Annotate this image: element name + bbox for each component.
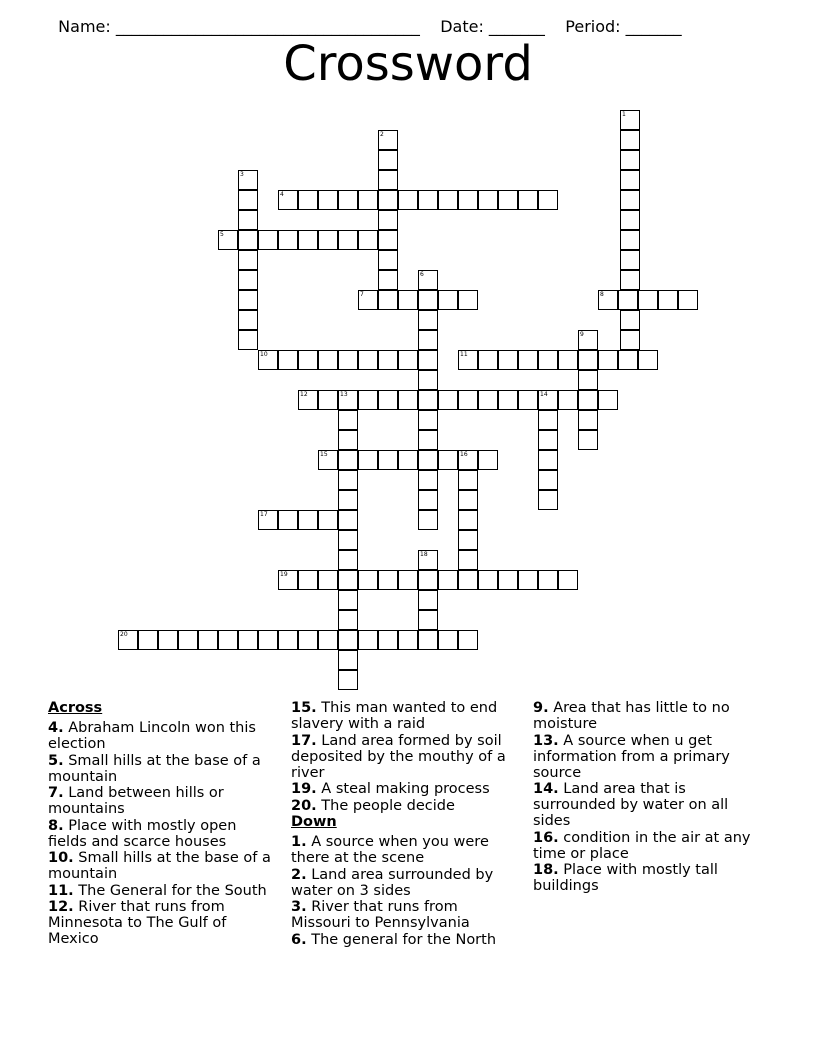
grid-cell[interactable]	[418, 470, 438, 490]
grid-cell[interactable]	[498, 390, 518, 410]
grid-cell-15[interactable]	[318, 450, 338, 470]
grid-cell[interactable]	[378, 350, 398, 370]
page-title: Crossword	[283, 36, 533, 92]
grid-cell[interactable]	[418, 350, 438, 370]
grid-cell[interactable]	[458, 550, 478, 570]
clue-number: 19	[280, 571, 288, 578]
grid-cell[interactable]	[538, 350, 558, 370]
grid-cell[interactable]	[258, 630, 278, 650]
grid-cell[interactable]	[418, 450, 438, 470]
grid-cell[interactable]	[578, 350, 598, 370]
grid-cell[interactable]	[438, 630, 458, 650]
grid-cell[interactable]	[620, 210, 640, 230]
grid-cell[interactable]	[318, 350, 338, 370]
grid-cell[interactable]	[378, 450, 398, 470]
grid-cell[interactable]	[418, 410, 438, 430]
clue-across-17: 17. Land area formed by soil deposited by the mouthy of a river	[291, 732, 506, 781]
grid-cell-14[interactable]	[538, 390, 558, 410]
grid-cell[interactable]	[338, 590, 358, 610]
grid-cell[interactable]	[238, 270, 258, 290]
grid-cell[interactable]	[638, 290, 658, 310]
clue-number: 3	[240, 171, 244, 178]
grid-cell[interactable]	[538, 490, 558, 510]
grid-cell-4[interactable]	[278, 190, 298, 210]
grid-cell[interactable]	[398, 390, 418, 410]
clues-column-1	[48, 700, 278, 948]
grid-cell[interactable]	[358, 350, 378, 370]
clue-across-4: 4. Abraham Lincoln won this election	[48, 720, 256, 752]
grid-cell-8[interactable]	[598, 290, 618, 310]
grid-cell[interactable]	[558, 570, 578, 590]
grid-cell[interactable]	[318, 230, 338, 250]
grid-cell[interactable]	[238, 190, 258, 210]
grid-cell[interactable]	[418, 370, 438, 390]
grid-cell[interactable]	[378, 150, 398, 170]
grid-cell[interactable]	[518, 570, 538, 590]
clue-number: 16	[460, 451, 468, 458]
clue-number: 2	[380, 131, 384, 138]
grid-cell[interactable]	[418, 190, 438, 210]
clue-down-16: 16. condition in the air at any time or place	[533, 829, 751, 862]
clue-number: 14	[540, 391, 548, 398]
grid-cell[interactable]	[338, 550, 358, 570]
grid-cell[interactable]	[458, 630, 478, 650]
clue-across-8: 8. Place with mostly open fields and scarce houses	[48, 817, 237, 850]
grid-cell[interactable]	[338, 650, 358, 670]
clue-number: 18	[420, 551, 428, 558]
grid-cell[interactable]	[218, 630, 238, 650]
grid-cell[interactable]	[578, 370, 598, 390]
grid-cell[interactable]	[318, 570, 338, 590]
grid-cell[interactable]	[338, 610, 358, 630]
clue-down-3: 3. River that runs from Missouri to Pennsylvania	[291, 899, 470, 931]
grid-cell[interactable]	[358, 570, 378, 590]
grid-cell[interactable]	[238, 310, 258, 330]
grid-cell[interactable]	[478, 570, 498, 590]
grid-cell[interactable]	[278, 510, 298, 530]
grid-cell-19[interactable]	[278, 570, 298, 590]
grid-cell[interactable]	[138, 630, 158, 650]
grid-cell[interactable]	[238, 330, 258, 350]
grid-cell[interactable]	[378, 270, 398, 290]
grid-cell[interactable]	[498, 190, 518, 210]
grid-cell-9[interactable]	[578, 330, 598, 350]
grid-cell[interactable]	[338, 350, 358, 370]
clue-number: 17	[260, 511, 268, 518]
grid-cell[interactable]	[398, 190, 418, 210]
grid-cell[interactable]	[438, 450, 458, 470]
grid-cell[interactable]	[658, 290, 678, 310]
grid-cell[interactable]	[620, 170, 640, 190]
grid-cell[interactable]	[318, 510, 338, 530]
grid-cell[interactable]	[538, 450, 558, 470]
clue-number: 11	[460, 351, 468, 358]
clue-number: 10	[260, 351, 268, 358]
grid-cell[interactable]	[538, 430, 558, 450]
clue-down-14: 14. Land area that is surrounded by water on all sides	[533, 781, 729, 829]
grid-cell[interactable]	[398, 290, 418, 310]
grid-cell[interactable]	[458, 190, 478, 210]
grid-cell[interactable]	[338, 530, 358, 550]
clue-number: 12	[300, 391, 308, 398]
grid-cell-3[interactable]	[238, 170, 258, 190]
grid-cell[interactable]	[238, 290, 258, 310]
grid-cell[interactable]	[578, 430, 598, 450]
grid-cell[interactable]	[298, 230, 318, 250]
grid-cell[interactable]	[418, 290, 438, 310]
grid-cell[interactable]	[678, 290, 698, 310]
clue-across-5: 5. Small hills at the base of a mountain	[48, 752, 261, 785]
grid-cell[interactable]	[358, 390, 378, 410]
grid-cell[interactable]	[620, 150, 640, 170]
down-heading: Down	[291, 814, 337, 830]
grid-cell[interactable]	[378, 570, 398, 590]
grid-cell[interactable]	[378, 290, 398, 310]
grid-cell-20[interactable]	[118, 630, 138, 650]
grid-cell[interactable]	[418, 430, 438, 450]
grid-cell[interactable]	[178, 630, 198, 650]
grid-cell[interactable]	[418, 630, 438, 650]
grid-cell[interactable]	[258, 230, 278, 250]
grid-cell[interactable]	[338, 630, 358, 650]
clue-number: 13	[340, 391, 348, 398]
grid-cell[interactable]	[438, 390, 458, 410]
grid-cell[interactable]	[338, 570, 358, 590]
grid-cell-6[interactable]	[418, 270, 438, 290]
grid-cell[interactable]	[578, 390, 598, 410]
grid-cell[interactable]	[298, 630, 318, 650]
grid-cell[interactable]	[198, 630, 218, 650]
grid-cell[interactable]	[378, 210, 398, 230]
grid-cell[interactable]	[518, 390, 538, 410]
grid-cell[interactable]	[338, 190, 358, 210]
grid-cell[interactable]	[338, 410, 358, 430]
grid-cell[interactable]	[478, 350, 498, 370]
grid-cell[interactable]	[418, 610, 438, 630]
grid-cell[interactable]	[298, 190, 318, 210]
grid-cell[interactable]	[338, 490, 358, 510]
clue-number: 15	[320, 451, 328, 458]
grid-cell[interactable]	[318, 630, 338, 650]
grid-cell[interactable]	[318, 190, 338, 210]
grid-cell[interactable]	[338, 430, 358, 450]
grid-cell[interactable]	[418, 590, 438, 610]
grid-cell[interactable]	[620, 190, 640, 210]
grid-cell[interactable]	[378, 230, 398, 250]
clue-number: 20	[120, 631, 128, 638]
grid-cell[interactable]	[238, 250, 258, 270]
grid-cell[interactable]	[418, 510, 438, 530]
grid-cell[interactable]	[378, 170, 398, 190]
grid-cell-16[interactable]	[458, 450, 478, 470]
grid-cell[interactable]	[278, 230, 298, 250]
grid-cell[interactable]	[498, 350, 518, 370]
grid-cell[interactable]	[398, 350, 418, 370]
name-field: Name: ______________________________________	[58, 17, 420, 36]
grid-cell-10[interactable]	[258, 350, 278, 370]
grid-cell[interactable]	[458, 490, 478, 510]
grid-cell[interactable]	[418, 570, 438, 590]
grid-cell[interactable]	[478, 450, 498, 470]
clue-number: 8	[600, 291, 604, 298]
grid-cell[interactable]	[298, 510, 318, 530]
clue-across-15: 15. This man wanted to end slavery with a raid	[291, 700, 498, 732]
across-heading: Across	[48, 700, 103, 716]
grid-cell[interactable]	[238, 210, 258, 230]
clue-across-11: 11. The General for the South	[48, 882, 267, 899]
grid-cell-13[interactable]	[338, 390, 358, 410]
grid-cell[interactable]	[478, 390, 498, 410]
grid-cell[interactable]	[478, 190, 498, 210]
clue-number: 5	[220, 231, 224, 238]
grid-cell[interactable]	[418, 390, 438, 410]
period-field: Period: _______	[565, 17, 682, 36]
clue-down-2: 2. Land area surrounded by water on 3 sides	[291, 866, 494, 899]
clue-number: 4	[280, 191, 284, 198]
grid-cell[interactable]	[458, 510, 478, 530]
clue-down-6: 6. The general for the North	[291, 931, 497, 948]
clue-across-20: 20. The people decide	[291, 797, 455, 814]
grid-cell[interactable]	[398, 450, 418, 470]
grid-cell[interactable]	[638, 350, 658, 370]
grid-cell[interactable]	[620, 270, 640, 290]
grid-cell[interactable]	[620, 310, 640, 330]
grid-cell[interactable]	[278, 350, 298, 370]
grid-cell[interactable]	[558, 390, 578, 410]
grid-cell[interactable]	[238, 230, 258, 250]
clue-down-1: 1. A source when you were there at the scene	[291, 834, 489, 866]
grid-cell[interactable]	[358, 230, 378, 250]
date-field: Date: _______	[440, 17, 545, 36]
grid-cell[interactable]	[620, 130, 640, 150]
grid-cell[interactable]	[378, 250, 398, 270]
grid-cell[interactable]	[338, 510, 358, 530]
grid-cell[interactable]	[538, 410, 558, 430]
grid-cell[interactable]	[238, 630, 258, 650]
grid-cell-2[interactable]	[378, 130, 398, 150]
grid-cell-12[interactable]	[298, 390, 318, 410]
grid-cell[interactable]	[418, 310, 438, 330]
grid-cell-18[interactable]	[418, 550, 438, 570]
grid-cell[interactable]	[418, 490, 438, 510]
clue-across-12: 12. River that runs from Minnesota to The Gulf of Mexico	[48, 899, 227, 947]
grid-cell[interactable]	[378, 390, 398, 410]
grid-cell[interactable]	[458, 470, 478, 490]
clue-down-13: 13. A source when u get information from a primary source	[533, 732, 730, 781]
grid-cell[interactable]	[538, 470, 558, 490]
grid-cell[interactable]	[358, 450, 378, 470]
grid-cell[interactable]	[598, 390, 618, 410]
grid-cell[interactable]	[298, 350, 318, 370]
grid-cell[interactable]	[538, 570, 558, 590]
grid-cell[interactable]	[558, 350, 578, 370]
grid-cell[interactable]	[498, 570, 518, 590]
grid-cell-1[interactable]	[620, 110, 640, 130]
grid-cell[interactable]	[598, 350, 618, 370]
grid-cell[interactable]	[418, 330, 438, 350]
clue-across-7: 7. Land between hills or mountains	[48, 785, 224, 817]
grid-cell[interactable]	[618, 350, 638, 370]
clues-column-3	[533, 700, 763, 895]
clue-number: 6	[420, 271, 424, 278]
grid-cell[interactable]	[458, 290, 478, 310]
grid-cell[interactable]	[358, 190, 378, 210]
grid-cell[interactable]	[338, 470, 358, 490]
grid-cell[interactable]	[158, 630, 178, 650]
grid-cell[interactable]	[620, 230, 640, 250]
grid-cell[interactable]	[438, 190, 458, 210]
grid-cell[interactable]	[338, 450, 358, 470]
grid-cell[interactable]	[438, 570, 458, 590]
grid-cell[interactable]	[358, 630, 378, 650]
grid-cell[interactable]	[618, 290, 638, 310]
grid-cell[interactable]	[518, 350, 538, 370]
grid-cell[interactable]	[378, 630, 398, 650]
grid-cell[interactable]	[578, 410, 598, 430]
grid-cell[interactable]	[518, 190, 538, 210]
grid-cell[interactable]	[458, 570, 478, 590]
grid-cell[interactable]	[398, 630, 418, 650]
grid-cell-5[interactable]	[218, 230, 238, 250]
clue-number: 1	[622, 111, 626, 118]
grid-cell[interactable]	[620, 330, 640, 350]
clue-down-9: 9. Area that has little to no moisture	[533, 700, 730, 732]
clue-across-10: 10. Small hills at the base of a mountain	[48, 850, 271, 882]
clue-across-19: 19. A steal making process	[291, 781, 490, 797]
grid-cell[interactable]	[438, 290, 458, 310]
grid-cell[interactable]	[338, 230, 358, 250]
grid-cell[interactable]	[458, 390, 478, 410]
grid-cell[interactable]	[378, 190, 398, 210]
clue-down-18: 18. Place with mostly tall buildings	[533, 862, 718, 894]
grid-cell-17[interactable]	[258, 510, 278, 530]
grid-cell[interactable]	[398, 570, 418, 590]
grid-cell[interactable]	[338, 670, 358, 690]
grid-cell[interactable]	[620, 250, 640, 270]
clue-number: 7	[360, 291, 364, 298]
grid-cell-7[interactable]	[358, 290, 378, 310]
grid-cell[interactable]	[298, 570, 318, 590]
grid-cell[interactable]	[538, 190, 558, 210]
grid-cell[interactable]	[278, 630, 298, 650]
grid-cell[interactable]	[318, 390, 338, 410]
grid-cell-11[interactable]	[458, 350, 478, 370]
clue-number: 9	[580, 331, 584, 338]
grid-cell[interactable]	[458, 530, 478, 550]
clues-column-2	[291, 700, 521, 948]
